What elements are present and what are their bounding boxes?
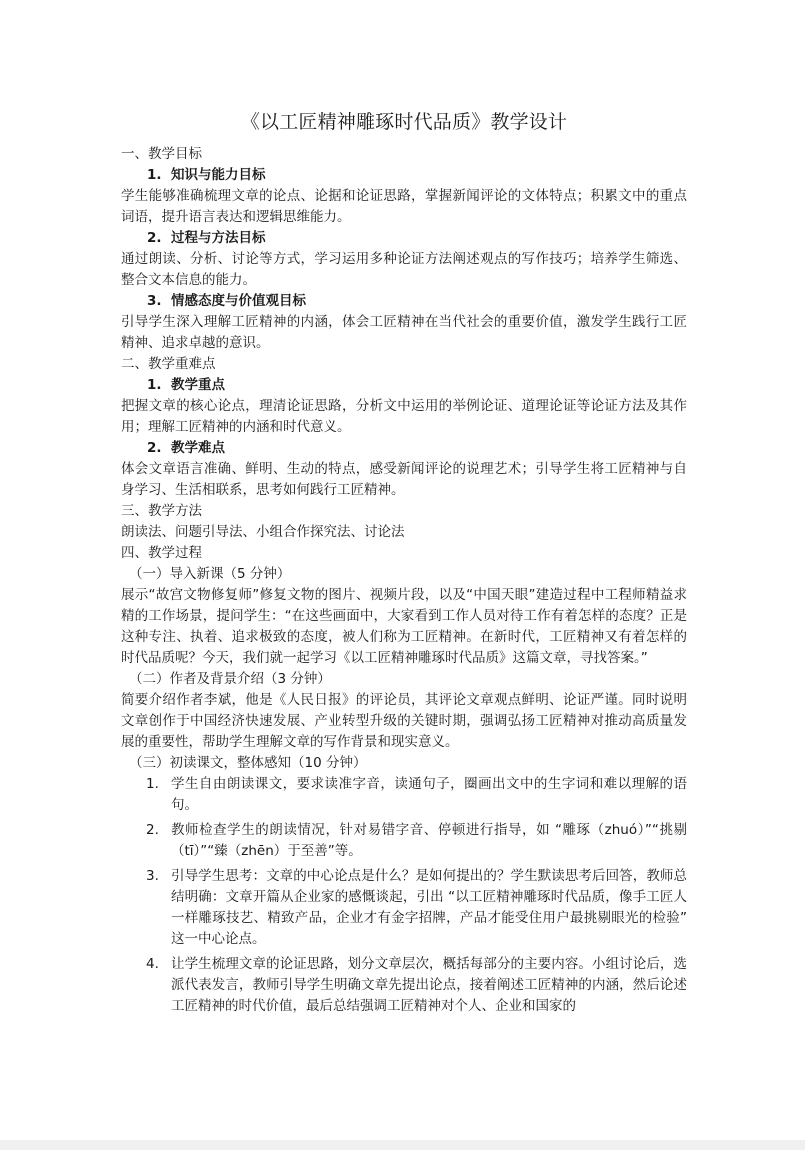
list-item: 4. 让学生梳理文章的论证思路，划分文章层次，概括每部分的主要内容。小组讨论后，选派代表发言，教师引导学生明确文章先提出论点，接着阐述工匠精神的内涵，然后论述工匠精神的时代价值，最后总结强调工匠精神对个人、企业和国家的 [146, 956, 687, 1014]
section-heading-process: 四、教学过程 [121, 545, 202, 561]
paragraph: 学生能够准确梳理文章的论点、论据和论证思路，掌握新闻评论的文体特点；积累文中的重点词语，提升语言表达和逻辑思维能力。 [121, 188, 687, 225]
page-title: 《以工匠精神雕琢时代品质》教学设计 [240, 111, 568, 133]
paragraph: 体会文章语言准确、鲜明、生动的特点，感受新闻评论的说理艺术；引导学生将工匠精神与自身学习、生活相联系，思考如何践行工匠精神。 [121, 461, 687, 498]
section-heading-methods: 三、教学方法 [121, 503, 202, 519]
step-heading: （一）导入新课（5 分钟） [129, 566, 291, 582]
paragraph: 引导学生深入理解工匠精神的内涵，体会工匠精神在当代社会的重要价值，激发学生践行工匠精神、追求卓越的意识。 [121, 314, 687, 351]
subheading: 2. 过程与方法目标 [147, 230, 266, 246]
paragraph: 把握文章的核心论点，理清论证思路，分析文中运用的举例论证、道理论证等论证方法及其作用；理解工匠精神的内涵和时代意义。 [121, 398, 687, 435]
list-item: 2. 教师检查学生的朗读情况，针对易错字音、停顿进行指导，如 “雕琢（zhuó）”“挑剔（tī）”“臻（zhēn）于至善”等。 [146, 822, 687, 859]
subheading: 2. 教学难点 [147, 440, 225, 456]
paragraph: 通过朗读、分析、讨论等方式，学习运用多种论证方法阐述观点的写作技巧；培养学生筛选、整合文本信息的能力。 [121, 251, 687, 288]
subheading: 1. 教学重点 [147, 377, 225, 393]
section-heading-objectives: 一、教学目标 [121, 146, 202, 162]
subheading: 3. 情感态度与价值观目标 [147, 293, 306, 309]
paragraph: 朗读法、问题引导法、小组合作探究法、讨论法 [121, 524, 405, 540]
subheading: 1. 知识与能力目标 [147, 167, 266, 183]
paragraph: 展示“故宫文物修复师”修复文物的图片、视频片段，以及“中国天眼”建造过程中工程师精益求精的工作场景，提问学生：“在这些画面中，大家看到工作人员对待工作有着怎样的态度？正是这种专注、执着、追求极致的态度，被人们称为工匠精神。在新时代，工匠精神又有着怎样的时代品质呢？今天，我们就一起学习《以工匠精神雕琢时代品质》这篇文章，寻找答案。” [121, 587, 687, 666]
list-item: 1. 学生自由朗读课文，要求读准字音，读通句子，圈画出文中的生字词和难以理解的语句。 [146, 776, 687, 813]
list-item: 3. 引导学生思考：文章的中心论点是什么？是如何提出的？学生默读思考后回答，教师总结明确：文章开篇从企业家的感慨谈起，引出 “以工匠精神雕琢时代品质，像手工匠人一样雕琢技艺、精致产品，企业才有金字招牌，产品才能受住用户最挑剔眼光的检验” 这一中心论点。 [146, 868, 687, 947]
document-body [121, 108, 687, 1021]
paragraph: 简要介绍作者李斌，他是《人民日报》的评论员，其评论文章观点鲜明、论证严谨。同时说明文章创作于中国经济快速发展、产业转型升级的关键时期，强调弘扬工匠精神对推动高质量发展的重要性，帮助学生理解文章的写作背景和现实意义。 [121, 692, 687, 750]
section-heading-key-points: 二、教学重难点 [121, 356, 216, 372]
step-heading: （二）作者及背景介绍（3 分钟） [129, 671, 331, 687]
numbered-list [121, 774, 687, 1017]
step-heading: （三）初读课文，整体感知（10 分钟） [129, 755, 367, 771]
